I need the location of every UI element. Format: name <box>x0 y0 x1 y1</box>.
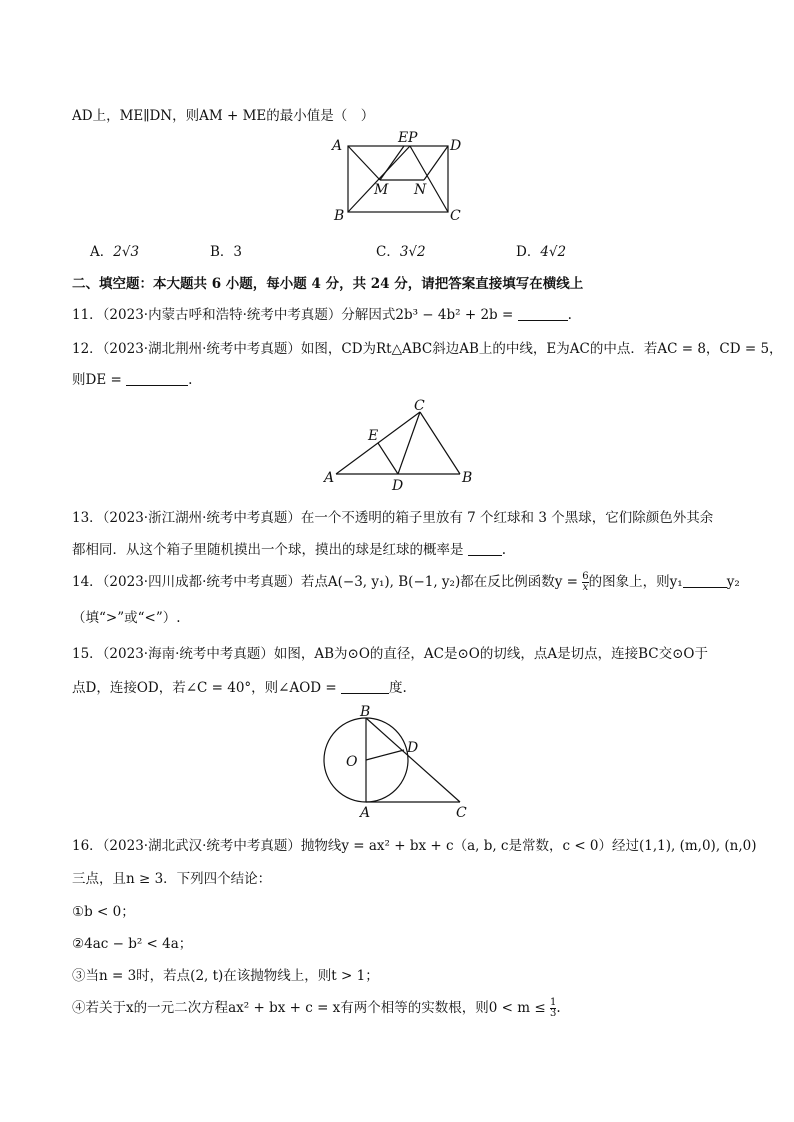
label-E: E <box>398 130 409 146</box>
label-N: N <box>414 182 427 198</box>
label-A: A <box>324 470 335 486</box>
q15-line2: 点D，连接OD，若∠C = 40°，则∠AOD = 度. <box>72 680 407 696</box>
label-B: B <box>360 704 371 720</box>
q16-line1: 16．（2023·湖北武汉·统考中考真题）抛物线y = ax² + bx + c（a, b, c是常数，c < 0）经过(1,1), (m,0), (n,0) <box>72 838 757 854</box>
q12-line2: 则DE = . <box>72 372 193 388</box>
q15-line1: 15．（2023·海南·统考中考真题）如图，AB为⊙O的直径，AC是⊙O的切线，点A是切点，连接BC交⊙O于 <box>72 646 709 662</box>
q14-line1: 14．（2023·四川成都·统考中考真题）若点A(−3, y₁), B(−1, y₂)都在反比例函数y = $\frac{6}{x}$ 的图象上，则y₁ y₂ <box>72 571 740 593</box>
q16-conclusion-2: ②4ac − b² < 4a； <box>72 936 193 952</box>
label-E: E <box>368 428 379 444</box>
label-C: C <box>456 805 467 820</box>
q10-option-c[interactable]: C．3√2 <box>376 244 426 260</box>
q16-line2: 三点，且n ≥ 3．下列四个结论： <box>72 871 272 887</box>
label-D: D <box>407 740 419 756</box>
q13-line2: 都相同．从这个箱子里随机摸出一个球，摸出的球是红球的概率是 . <box>72 542 507 558</box>
label-P: P <box>408 130 418 146</box>
label-O: O <box>346 754 358 770</box>
q10-option-b[interactable]: B．3 <box>210 244 243 260</box>
q16-conclusion-1: ①b < 0； <box>72 904 135 920</box>
q15-figure <box>310 702 490 820</box>
label-C: C <box>450 208 461 224</box>
q13-answer-blank[interactable] <box>468 541 502 556</box>
section2-heading: 二、填空题：本大题共 6 小题，每小题 4 分，共 24 分，请把答案直接填写在横线上 <box>72 276 584 292</box>
q12-figure <box>318 398 482 492</box>
label-A: A <box>332 138 343 154</box>
label-M: M <box>374 182 389 198</box>
q14-line2: （填“>”或“<”）. <box>72 610 181 626</box>
label-D: D <box>392 478 404 492</box>
q16-conclusion-4: ④若关于x的一元二次方程ax² + bx + c = x有两个相等的实数根，则0 < m ≤ $\frac{1}{3}$ . <box>72 997 561 1019</box>
q11-answer-blank[interactable] <box>518 306 568 321</box>
label-D: D <box>450 138 462 154</box>
q10-option-a[interactable]: A．2√3 <box>90 244 140 260</box>
q14-answer-blank[interactable] <box>683 573 727 588</box>
label-C: C <box>414 398 425 414</box>
q11: 11．（2023·内蒙古呼和浩特·统考中考真题）分解因式2b³ − 4b² + 2b = . <box>72 307 572 323</box>
q10-option-d[interactable]: D．4√2 <box>516 244 567 260</box>
q15-answer-blank[interactable] <box>341 679 389 694</box>
q12-line1: 12．（2023·湖北荆州·统考中考真题）如图，CD为Rt△ABC斜边AB上的中线，E为AC的中点．若AC = 8，CD = 5， <box>72 341 783 357</box>
q12-answer-blank[interactable] <box>126 371 188 386</box>
q13-line1: 13．（2023·浙江湖州·统考中考真题）在一个不透明的箱子里放有 7 个红球和 3 个黑球，它们除颜色外其余 <box>72 510 714 526</box>
q10-figure <box>328 128 468 228</box>
label-B: B <box>334 208 345 224</box>
q10-stem-tail: AD上，ME∥DN，则AM + ME的最小值是（ ） <box>72 108 375 124</box>
label-B: B <box>462 470 473 486</box>
label-A: A <box>360 805 371 820</box>
q16-conclusion-3: ③当n = 3时，若点(2, t)在该抛物线上，则t > 1； <box>72 968 379 984</box>
